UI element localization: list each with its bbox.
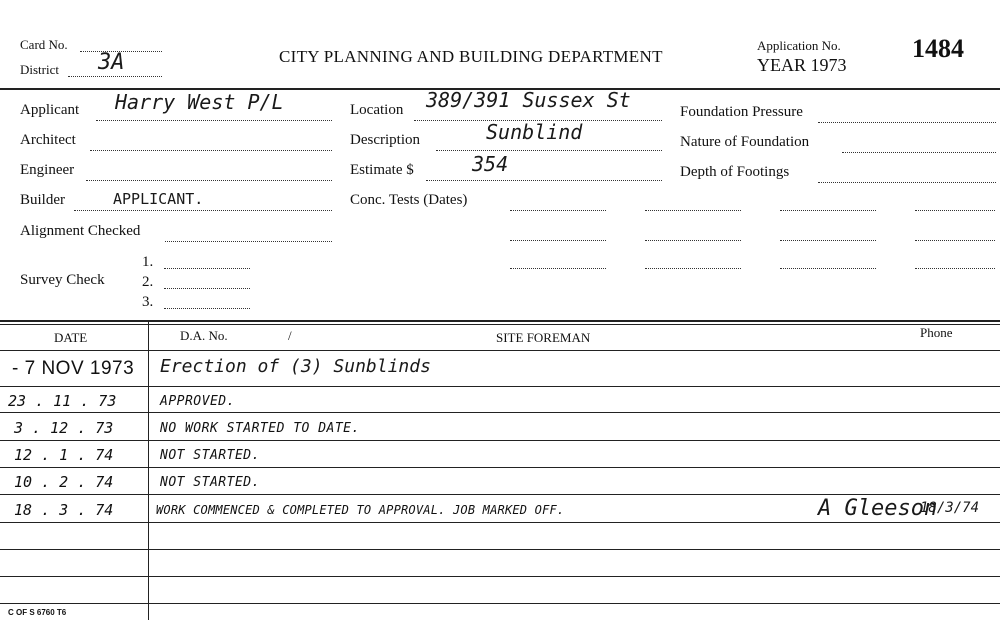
estimate-field <box>426 180 662 181</box>
table-row-line <box>0 494 1000 495</box>
location-label: Location <box>350 102 404 118</box>
builder-label: Builder <box>20 192 65 208</box>
survey-1-field <box>164 268 250 269</box>
builder-field <box>74 210 332 211</box>
table-row-line <box>0 549 1000 550</box>
table-top-rule-2 <box>0 324 1000 325</box>
entry-date: 12 . 1 . 74 <box>14 446 114 464</box>
foundation-pressure-field <box>818 122 996 123</box>
card-no-label: Card No. <box>20 37 68 52</box>
entry-date: - 7 NOV 1973 <box>12 358 135 379</box>
application-no-label: Application No. <box>757 38 841 53</box>
alignment-label: Alignment Checked <box>20 223 141 239</box>
conc-test-field <box>510 210 606 211</box>
form-code: C OF S 6760 T6 <box>8 608 67 617</box>
survey-3-label: 3. <box>142 294 154 310</box>
conc-test-field <box>645 210 741 211</box>
district-field <box>68 76 162 77</box>
survey-2-field <box>164 288 250 289</box>
entry-date: 3 . 12 . 73 <box>14 419 114 437</box>
engineer-label: Engineer <box>20 162 75 178</box>
conc-test-field <box>915 210 995 211</box>
entry-text: NOT STARTED. <box>160 448 260 463</box>
estimate-value: 354 <box>472 152 509 176</box>
survey-1-label: 1. <box>142 254 154 270</box>
district-value: 3A <box>98 50 125 75</box>
engineer-field <box>86 180 332 181</box>
conc-test-field <box>780 210 876 211</box>
table-row-line <box>0 412 1000 413</box>
applicant-field <box>96 120 332 121</box>
estimate-label: Estimate $ <box>350 162 414 178</box>
table-row-line <box>0 576 1000 577</box>
table-row-line <box>0 386 1000 387</box>
table-row-line <box>0 603 1000 604</box>
nature-foundation-field <box>842 152 996 153</box>
survey-check-label: Survey Check <box>20 272 105 288</box>
table-row-line <box>0 467 1000 468</box>
conc-test-field <box>645 240 741 241</box>
table-row-line <box>0 350 1000 351</box>
survey-2-label: 2. <box>142 274 154 290</box>
entry-date: 23 . 11 . 73 <box>8 392 117 410</box>
applicant-value: Harry West P/L <box>115 90 284 114</box>
entry-text: NOT STARTED. <box>160 475 260 490</box>
applicant-label: Applicant <box>20 102 80 118</box>
survey-3-field <box>164 308 250 309</box>
entry-date: 10 . 2 . 74 <box>14 473 114 491</box>
year-label: YEAR 1973 <box>757 55 847 75</box>
depth-footings-label: Depth of Footings <box>680 164 790 180</box>
table-row-line <box>0 522 1000 523</box>
application-number: 1484 <box>912 34 964 63</box>
architect-label: Architect <box>20 132 76 148</box>
phone-header: Phone <box>920 325 953 340</box>
department-title: CITY PLANNING AND BUILDING DEPARTMENT <box>279 47 663 66</box>
nature-foundation-label: Nature of Foundation <box>680 134 810 150</box>
architect-field <box>90 150 332 151</box>
conc-tests-label: Conc. Tests (Dates) <box>350 192 468 208</box>
conc-test-field <box>510 240 606 241</box>
conc-test-field <box>915 268 995 269</box>
entry-date: 18 . 3 . 74 <box>14 501 114 519</box>
entry-text: WORK COMMENCED & COMPLETED TO APPROVAL. JOB MARKED OFF. <box>156 503 565 517</box>
signature-date: 18/3/74 <box>920 500 980 516</box>
district-label: District <box>20 62 59 77</box>
depth-footings-field <box>818 182 996 183</box>
conc-test-field <box>780 240 876 241</box>
da-column-header: D.A. No. <box>180 328 228 343</box>
conc-test-field <box>645 268 741 269</box>
foreman-signature: A Gleeson <box>818 496 938 521</box>
description-value: Sunblind <box>486 120 583 144</box>
conc-test-field <box>510 268 606 269</box>
description-field <box>436 150 662 151</box>
da-slash: / <box>288 328 292 343</box>
builder-value: APPLICANT. <box>113 190 204 208</box>
entry-text: APPROVED. <box>160 394 235 409</box>
site-foreman-header: SITE FOREMAN <box>496 330 591 345</box>
table-top-rule <box>0 320 1000 322</box>
entry-text: Erection of (3) Sunblinds <box>160 356 431 377</box>
conc-test-field <box>780 268 876 269</box>
location-value: 389/391 Sussex St <box>426 88 631 112</box>
entry-text: NO WORK STARTED TO DATE. <box>160 421 360 436</box>
alignment-field <box>165 241 332 242</box>
date-column-header: DATE <box>54 330 88 345</box>
foundation-pressure-label: Foundation Pressure <box>680 104 803 120</box>
description-label: Description <box>350 132 420 148</box>
table-row-line <box>0 440 1000 441</box>
conc-test-field <box>915 240 995 241</box>
